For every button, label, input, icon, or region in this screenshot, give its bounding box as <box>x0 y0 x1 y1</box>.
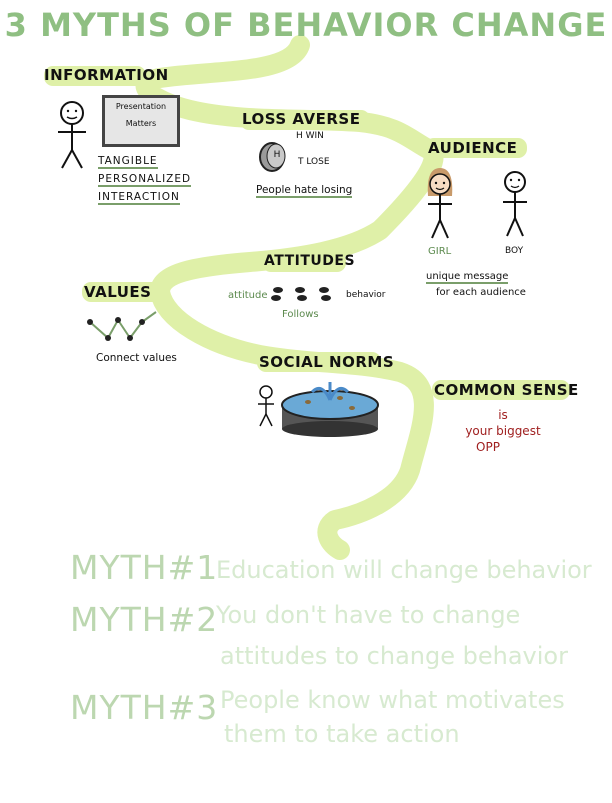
loss-averse-heading: LOSS AVERSE <box>242 110 361 128</box>
coin-letter: H <box>273 150 281 160</box>
audience-caption-1-text: unique message <box>426 271 509 282</box>
values-caption: Connect values <box>96 352 177 364</box>
note-line: your biggest <box>465 424 541 438</box>
page-title: 3 MYTHS OF BEHAVIOR CHANGE <box>4 6 608 44</box>
myth-3-label: MYTH#3 <box>70 688 219 727</box>
audience-caption-2: for each audience <box>436 287 526 298</box>
myth-3-text-1: People know what motivates <box>220 686 565 714</box>
lose-label: T LOSE <box>298 157 330 167</box>
audience-heading: AUDIENCE <box>428 139 518 157</box>
myth-2-text-1: You don't have to change <box>216 601 521 629</box>
boy-label: BOY <box>505 246 524 256</box>
win-label: H WIN <box>296 131 324 141</box>
attitude-label: attitude <box>228 290 268 301</box>
myth-1-text: Education will change behavior <box>216 556 592 584</box>
common-sense-heading: COMMON SENSE <box>434 381 579 399</box>
myth-2-text-2: attitudes to change behavior <box>220 642 568 670</box>
follows-label: Follows <box>282 309 319 320</box>
myth-3-text-2: them to take action <box>224 720 460 748</box>
list-item: TANGIBLE <box>98 155 158 167</box>
social-norms-heading: SOCIAL NORMS <box>259 353 395 371</box>
note-line: is <box>498 408 508 422</box>
board-line-1: Presentation <box>115 102 167 111</box>
loss-averse-caption-text: People hate losing <box>256 184 353 196</box>
list-item: INTERACTION <box>98 191 180 203</box>
list-item: PERSONALIZED <box>98 173 192 185</box>
common-sense-note <box>448 407 558 455</box>
behavior-label: behavior <box>346 290 386 300</box>
values-heading: VALUES <box>84 283 152 301</box>
information-heading: INFORMATION <box>44 66 169 84</box>
attitudes-heading: ATTITUDES <box>264 253 356 269</box>
note-line: OPP <box>476 440 500 454</box>
girl-label: GIRL <box>428 246 452 257</box>
board-line-2: Matters <box>125 119 157 128</box>
myth-2-label: MYTH#2 <box>70 600 219 639</box>
myth-1-label: MYTH#1 <box>70 548 219 587</box>
